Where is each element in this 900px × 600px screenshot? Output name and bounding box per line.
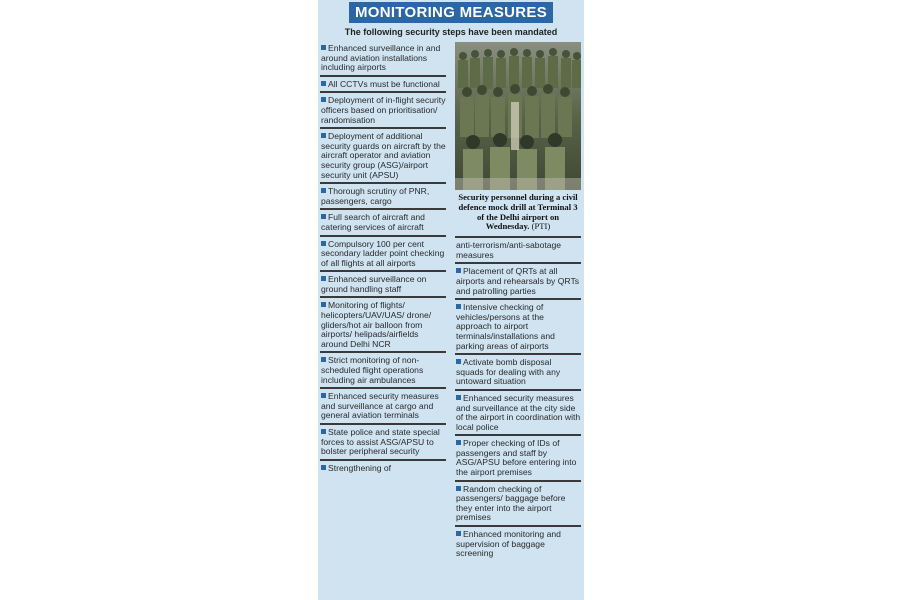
item-text: Proper checking of IDs of passengers and staff by ASG/APSU before entering into the airport premises — [456, 438, 577, 478]
photo-credit: (PTI) — [531, 221, 551, 232]
list-item — [320, 299, 446, 353]
list-item — [320, 354, 446, 389]
item-text: State police and state special forces to assist ASG/APSU to bolster peripheral security — [321, 427, 440, 457]
list-item — [320, 78, 446, 94]
item-text: Full search of aircraft and catering services of aircraft — [321, 212, 425, 232]
list-item — [455, 483, 581, 527]
square-bullet-icon — [321, 465, 326, 470]
caption-text: Security personnel during a civil defence mock drill at Terminal 3 of the Delhi airport on Wednesday. — [458, 192, 578, 232]
square-bullet-icon — [321, 276, 326, 281]
list-item — [455, 528, 581, 561]
right-column — [455, 42, 581, 562]
item-text: Deployment of additional security guards on aircraft by the aircraft operator and aviation security group (ASG)/airport security unit (APSU) — [321, 131, 446, 180]
item-text: Compulsory 100 per cent secondary ladder point checking of all flights at all airports — [321, 238, 445, 268]
list-item — [455, 437, 581, 481]
square-bullet-icon — [321, 214, 326, 219]
square-bullet-icon — [321, 133, 326, 138]
left-column — [320, 42, 446, 476]
square-bullet-icon — [321, 45, 326, 50]
square-bullet-icon — [321, 241, 326, 246]
square-bullet-icon — [321, 188, 326, 193]
list-item — [320, 462, 446, 476]
square-bullet-icon — [456, 304, 461, 309]
list-item — [455, 356, 581, 391]
list-item — [320, 130, 446, 184]
list-item — [320, 273, 446, 298]
square-bullet-icon — [321, 357, 326, 362]
list-item — [320, 211, 446, 236]
square-bullet-icon — [456, 395, 461, 400]
panel-subtitle: The following security steps have been mandated — [344, 27, 558, 37]
list-item — [320, 390, 446, 425]
item-text: Strict monitoring of non-scheduled flight operations including air ambulances — [321, 355, 424, 385]
list-item — [455, 265, 581, 300]
item-text: Enhanced security measures and surveillance at cargo and general aviation terminals — [321, 391, 439, 421]
panel-title-text: MONITORING MEASURES — [349, 2, 553, 23]
square-bullet-icon — [321, 81, 326, 86]
item-text: Enhanced security measures and surveillance at the city side of the airport in coordination with local police — [456, 392, 581, 432]
square-bullet-icon — [321, 302, 326, 307]
square-bullet-icon — [456, 268, 461, 273]
item-text: Random checking of passengers/ baggage before they enter into the airport premises — [456, 483, 566, 523]
photo-caption — [455, 190, 581, 238]
list-item — [320, 426, 446, 461]
square-bullet-icon — [321, 97, 326, 102]
item-text: Intensive checking of vehicles/persons at the approach to airport terminals/installations and parking areas of airports — [456, 302, 555, 351]
item-text: All CCTVs must be functional — [328, 78, 440, 89]
square-bullet-icon — [321, 429, 326, 434]
mock-drill-photo — [455, 42, 581, 190]
square-bullet-icon — [456, 531, 461, 536]
item-text: Placement of QRTs at all airports and rehearsals by QRTs and patrolling parties — [456, 266, 580, 296]
item-text: Enhanced monitoring and supervision of baggage screening — [456, 529, 561, 559]
list-item — [320, 185, 446, 210]
list-item — [455, 301, 581, 355]
square-bullet-icon — [321, 393, 326, 398]
list-item — [455, 392, 581, 436]
item-text: Thorough scrutiny of PNR, passengers, cargo — [321, 186, 430, 206]
item-text: Enhanced surveillance on ground handling staff — [321, 274, 427, 294]
item-text: Activate bomb disposal squads for dealing with any untoward situation — [456, 357, 561, 387]
panel-title — [318, 2, 584, 23]
soldiers-photo-image — [455, 42, 581, 190]
square-bullet-icon — [456, 440, 461, 445]
list-item — [320, 42, 446, 77]
continued-item-text: anti-terrorism/anti-sabotage measures — [455, 240, 581, 264]
square-bullet-icon — [456, 359, 461, 364]
list-item — [320, 94, 446, 129]
monitoring-measures-panel — [318, 0, 584, 600]
item-text: Monitoring of flights/ helicopters/UAV/UAS/ drone/ gliders/hot air balloon from airports/ helipads/airfields around Delhi NCR — [321, 300, 432, 349]
item-text: Deployment of in-flight security officers based on prioritisation/ randomisation — [321, 95, 446, 125]
item-text: Enhanced surveillance in and around aviation installations including airports — [321, 43, 441, 73]
list-item — [320, 238, 446, 273]
item-text: Strengthening of — [328, 462, 392, 473]
square-bullet-icon — [456, 486, 461, 491]
